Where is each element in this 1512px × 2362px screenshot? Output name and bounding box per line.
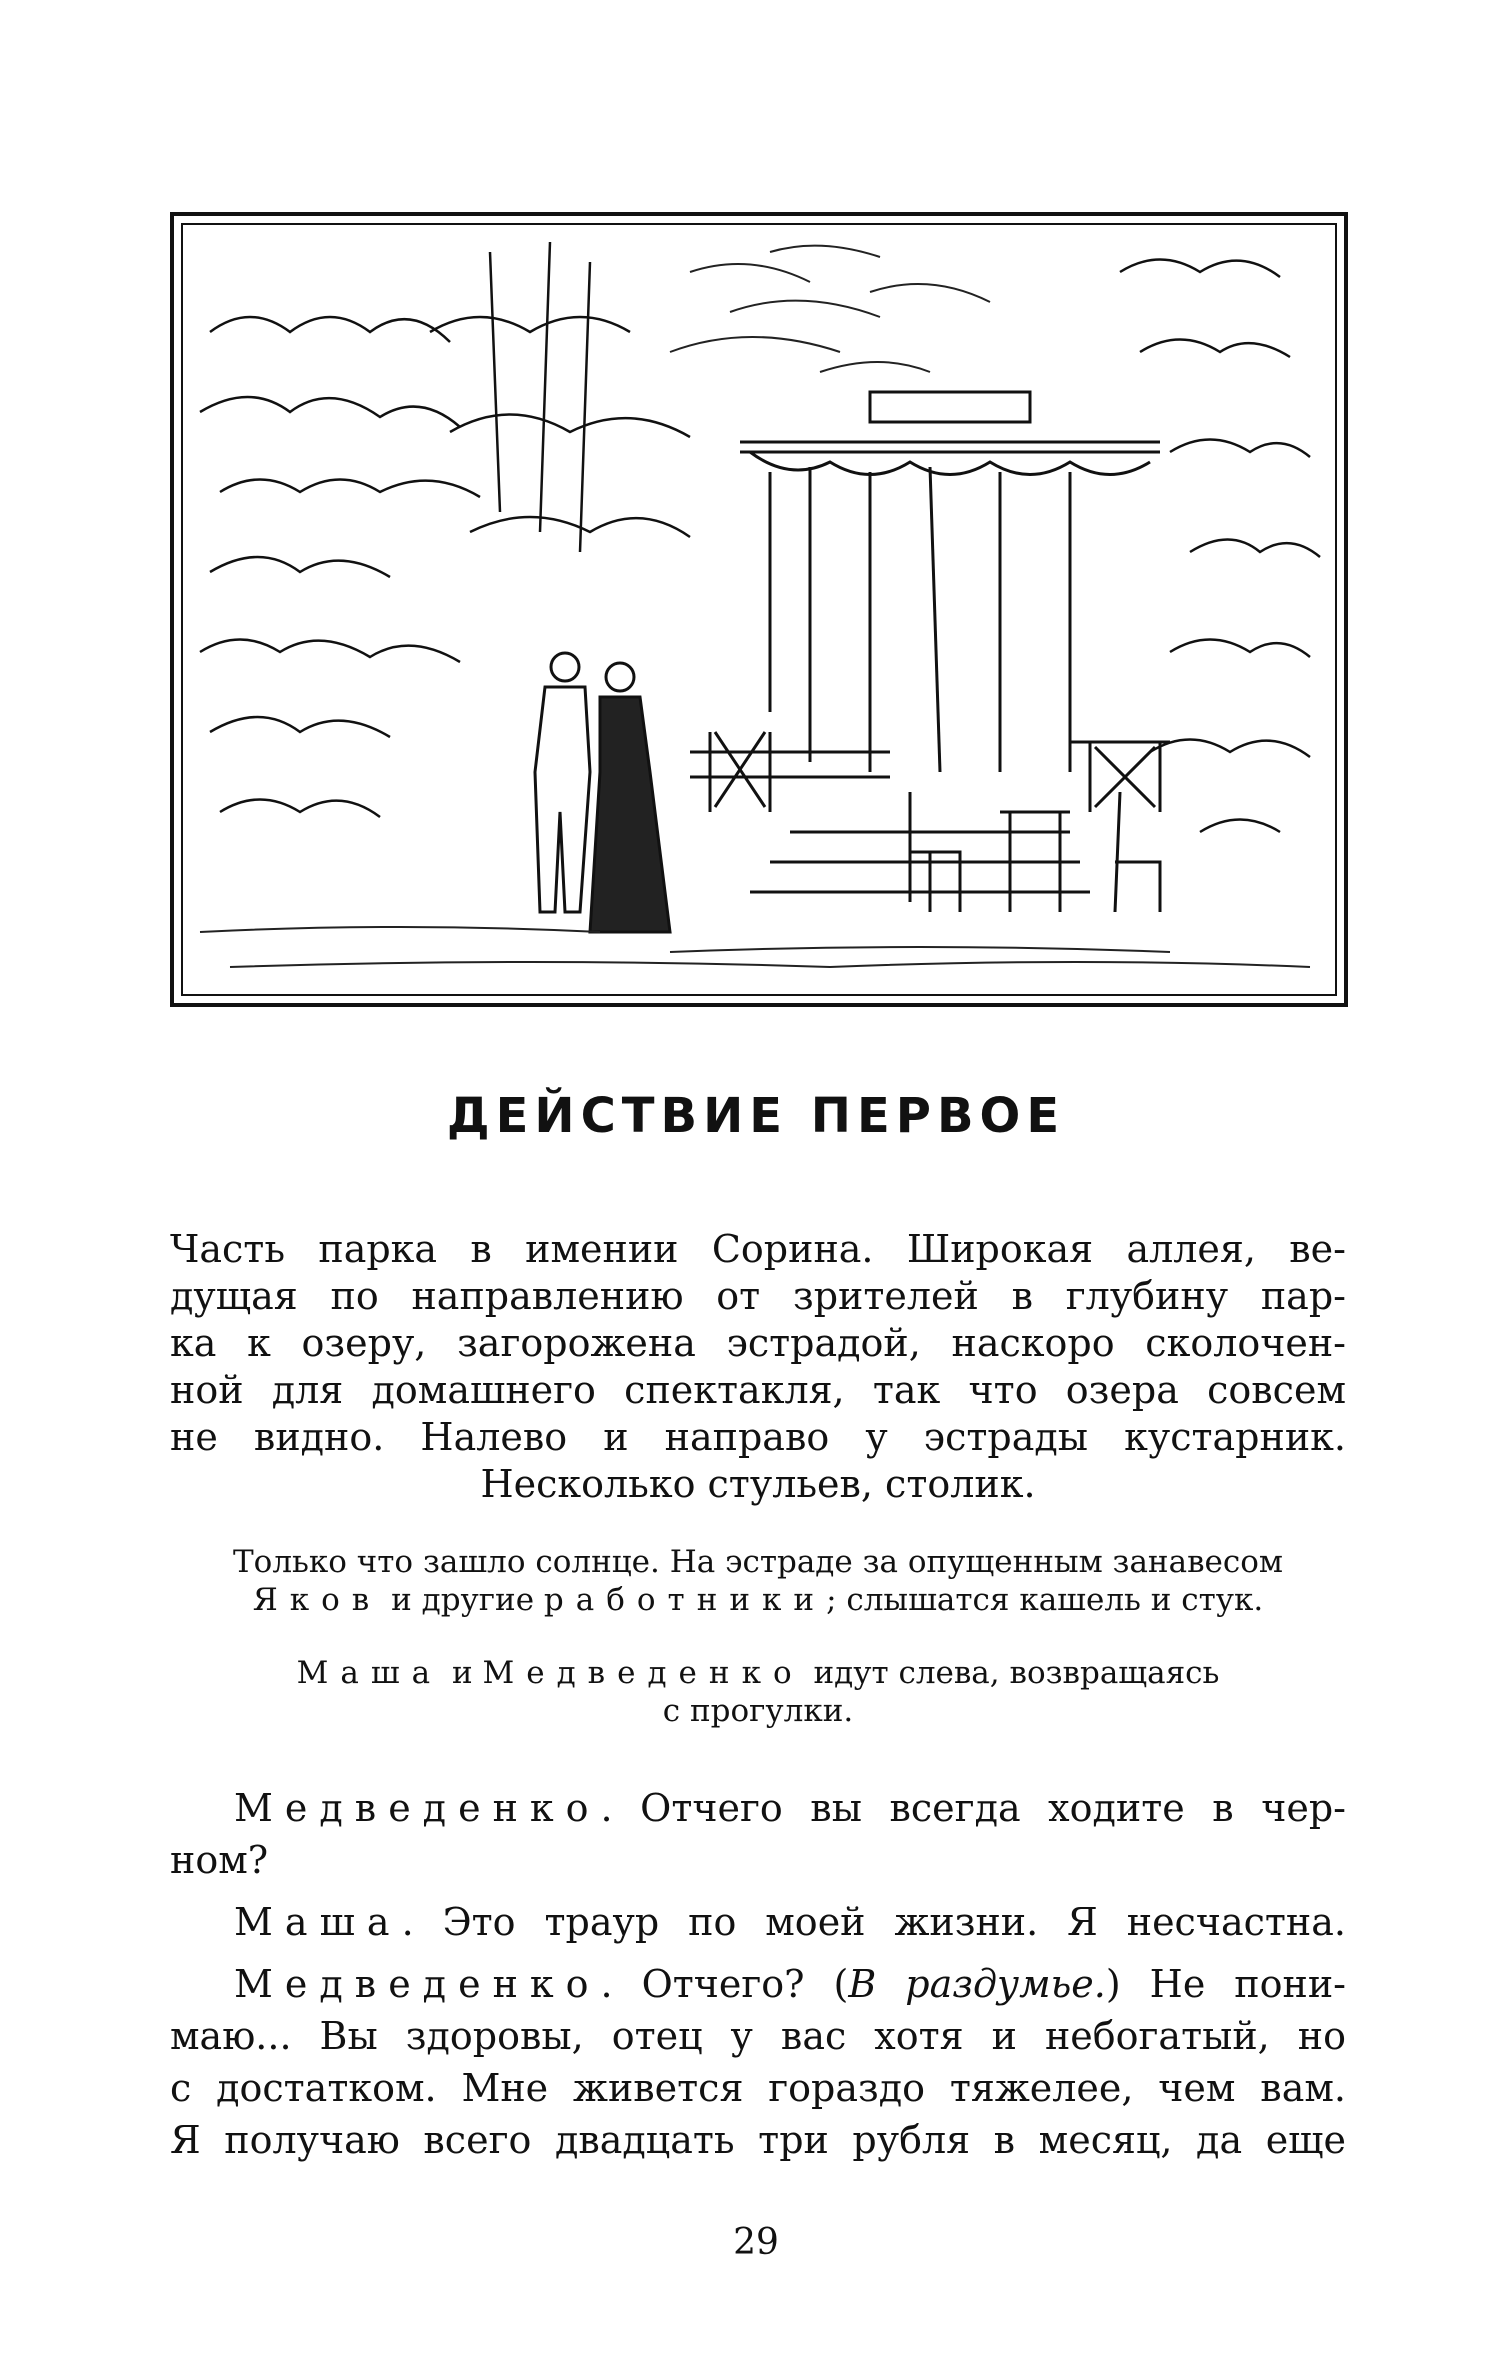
speech-text: . Это траур по моей жизни. Я несчастна. (401, 1900, 1346, 1944)
setting-line: ка к озеру, загорожена эстрадой, наскоро сколочен- (170, 1321, 1346, 1365)
character-name: Маша (296, 1655, 443, 1691)
park-stage-illustration-icon (170, 212, 1348, 1007)
dialog-text-line (170, 1958, 1346, 2010)
stage-text: идут слева, возвращаясь (803, 1655, 1220, 1691)
setting-line-last: Несколько стульев, столик. (480, 1462, 1036, 1506)
setting-description (170, 1226, 1346, 1508)
setting-line: ной для домашнего спектакля, так что озера совсем (170, 1368, 1346, 1412)
stage-direction-1 (170, 1543, 1346, 1619)
character-name: Яков (252, 1582, 382, 1618)
dialog-text-line: с достатком. Мне живется гораздо тяжелее, чем вам. (170, 2066, 1346, 2110)
dialog-text-line: маю... Вы здоровы, отец у вас хотя и небогатый, но (170, 2014, 1346, 2058)
setting-line: Часть парка в имении Сорина. Широкая аллея, ве- (170, 1227, 1346, 1271)
setting-line: дущая по направлению от зрителей в глубину пар- (170, 1274, 1346, 1318)
stage-direction-line (170, 1581, 1346, 1619)
dialog-text-line: Я получаю всего двадцать три рубля в месяц, да еще (170, 2118, 1346, 2162)
page-number: 29 (733, 2222, 779, 2263)
dialog-text-line (170, 1896, 1346, 1948)
setting-line: не видно. Налево и направо у эстрады кустарник. (170, 1415, 1346, 1459)
stage-direction-2 (170, 1654, 1346, 1730)
stage-text: и (442, 1655, 483, 1691)
speech-text: ) Не пони- (1105, 1962, 1346, 2006)
character-name: работники (543, 1582, 827, 1618)
dialog (170, 1782, 1346, 2166)
speech-text: . Отчего? ( (600, 1962, 849, 2006)
dialog-line (170, 1782, 1346, 1886)
speaker-name: Медведенко (234, 1962, 601, 2006)
character-name: Медведенко (482, 1655, 804, 1691)
speech-text: . Отчего вы всегда ходите в чер- (600, 1786, 1346, 1830)
dialog-line (170, 1958, 1346, 2166)
act-heading: ДЕЙСТВИЕ ПЕРВОЕ (446, 1088, 1066, 1144)
stage-text: и другие (381, 1582, 544, 1618)
illustration (170, 212, 1348, 1007)
speaker-name: Маша (234, 1900, 402, 1944)
speaker-name: Медведенко (234, 1786, 601, 1830)
stage-direction-line: с прогулки. (662, 1693, 854, 1729)
dialog-text-line: ном? (170, 1838, 269, 1882)
stage-direction-line (170, 1654, 1346, 1692)
stage-text: ; слышатся кашель и стук. (826, 1582, 1264, 1618)
stage-remark: В раздумье. (848, 1962, 1106, 2006)
stage-direction-line: Только что зашло солнце. На эстраде за опущенным занавесом (232, 1544, 1284, 1580)
dialog-line (170, 1896, 1346, 1948)
dialog-text-line (170, 1782, 1346, 1834)
